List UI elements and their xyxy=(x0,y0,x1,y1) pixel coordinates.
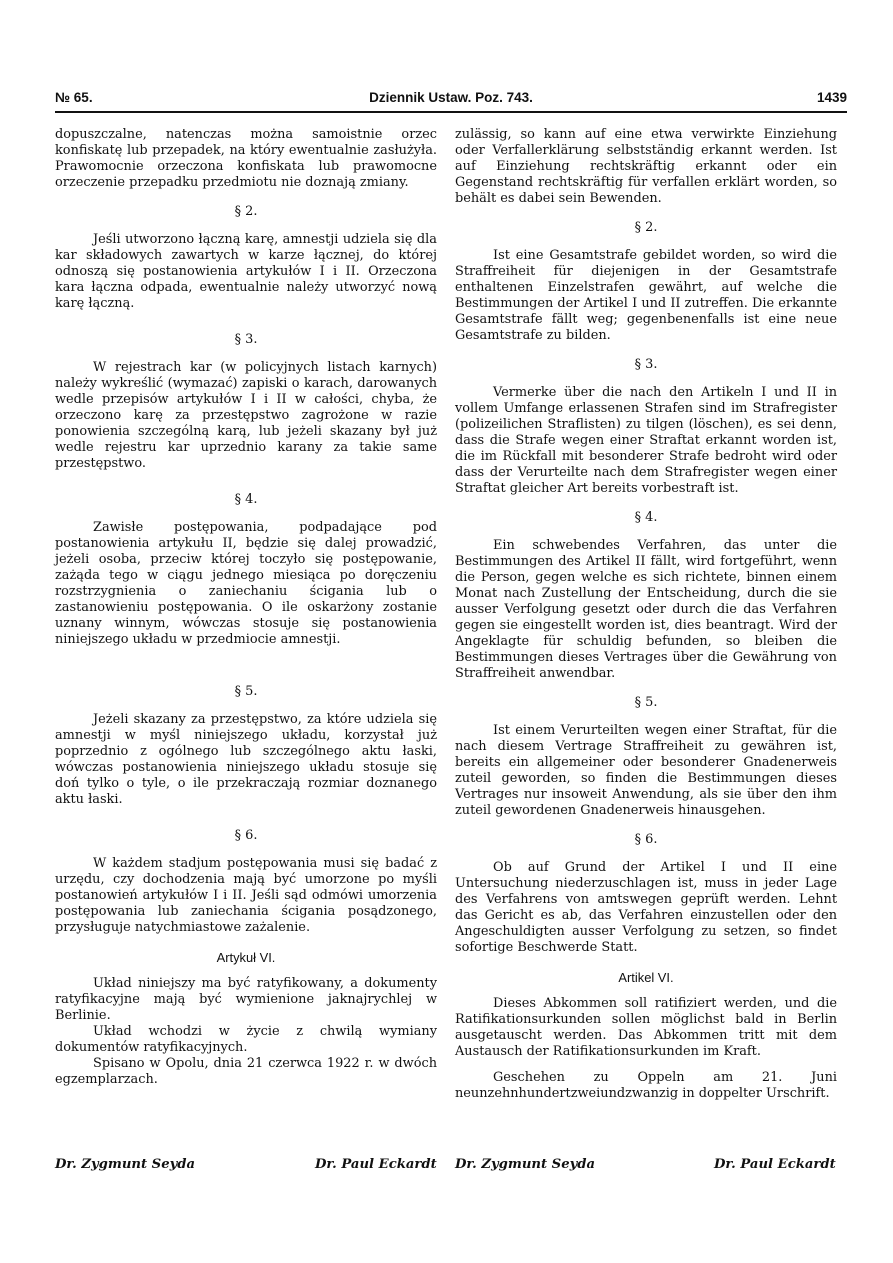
pl-article-6-para-1: Układ niniejszy ma być ratyfikowany, a dokumenty ratyfikacyjne mają być wymienione jaknajrychlej w Berlinie. xyxy=(55,976,437,1023)
pl-section-6-title: § 6. xyxy=(234,828,258,843)
de-section-2-title: § 2. xyxy=(634,220,658,235)
pl-section-5-text: Jeżeli skazany za przestępstwo, za które udziela się amnestji w myśl niniejszego układu, korzystał już poprzednio z ogólnego lub szczególnego aktu łaski, wówczas postanowienia niniejszego układu stosuje się doń tylko o tyle, o ile przekraczają rozmiar doznanego aktu łaski. xyxy=(55,712,437,807)
signature-pl-eckardt: Dr. Paul Eckardt xyxy=(315,1157,437,1172)
de-section-3-title: § 3. xyxy=(634,357,658,372)
de-section-3-text: Vermerke über die nach den Artikeln I und II in vollem Umfange erlassenen Strafen sind im Strafregister (polizeilichen Straflisten) zu tilgen (löschen), es sei denn, dass die Strafe wegen einer Straftat erkannt worden ist, die im Rückfall mit besonderer Strafe bedroht wird oder dass der Verurteilte nach dem Strafregister wegen einer Straftat gleicher Art bereits vorbestraft ist. xyxy=(455,385,837,496)
header-rule xyxy=(55,111,847,113)
pl-section-4-text: Zawisłe postępowania, podpadające pod postanowienia artykułu II, będzie się dalej prowadzić, jeżeli osoba, przeciw której toczyło się postępowanie, zażąda tego w ciągu jednego miesiąca po doręczeniu rozstrzygnienia o zaniechaniu ścigania lub o zastanowieniu postępowania. O ile oskarżony zostanie uznany winnym, wówczas stosuje się postanowienia niniejszego układu w przedmiocie amnestji. xyxy=(55,520,437,647)
signature-pl-seyda: Dr. Zygmunt Seyda xyxy=(55,1157,196,1172)
pl-section-2-title: § 2. xyxy=(234,204,258,219)
de-article-6-title: Artikel VI. xyxy=(618,970,674,985)
de-section-2-text: Ist eine Gesamtstrafe gebildet worden, so wird die Straffreiheit für diejenigen in der Gesamtstrafe enthaltenen Einzelstrafen gewährt, auf welche die Bestimmungen der Artikel I und II zutreffen. Die erkannte Gesamtstrafe fällt weg; gegenbenenfalls ist eine neue Gesamtstrafe zu bilden. xyxy=(455,248,837,343)
signature-de-eckardt: Dr. Paul Eckardt xyxy=(714,1157,836,1172)
de-intro: zulässig, so kann auf eine etwa verwirkte Einziehung oder Verfallerklärung selbstständig erkannt werden. Ist auf Einziehung rechtskräftig erkannt oder ein Gegenstand rechtskräftig für verfallen erklärt worden, so behält es dabei sein Bewenden. xyxy=(455,127,837,206)
page-header xyxy=(55,90,847,110)
german-column xyxy=(455,127,837,1102)
de-section-6-title: § 6. xyxy=(634,832,658,847)
pl-article-6-para-2: Układ wchodzi w życie z chwilą wymiany dokumentów ratyfikacyjnych. xyxy=(55,1024,437,1055)
pl-section-5-title: § 5. xyxy=(234,684,258,699)
de-section-5-title: § 5. xyxy=(634,695,658,710)
de-article-6-para-2: Geschehen zu Oppeln am 21. Juni neunzehnhundertzweiundzwanzig in doppelter Urschrift. xyxy=(455,1070,837,1101)
de-section-4-title: § 4. xyxy=(634,510,658,525)
de-section-4-text: Ein schwebendes Verfahren, das unter die Bestimmungen des Artikel II fällt, wird fortgeführt, wenn die Person, gegen welche es sich richtete, binnen einem Monat nach Zustellung der Entscheidung, durch die sie ausser Verfolgung gesetzt oder durch die das Verfahren gegen sie eingestellt worden ist, dies beantragt. Wird der Angeklagte für schuldig befunden, so bleiben die Bestimmungen dieses Vertrages über die Gewährung von Straffreiheit anwendbar. xyxy=(455,538,837,681)
pl-section-3-title: § 3. xyxy=(234,332,258,347)
pl-intro: dopuszczalne, natenczas można samoistnie orzec konfiskatę lub przepadek, na który ewentualnie zasłużyła. Prawomocnie orzeczona konfiskata lub prawomocne orzeczenie przepadku przedmiotu nie doznają zmiany. xyxy=(55,127,437,190)
issue-number: № 65. xyxy=(55,90,93,105)
pl-article-6-title: Artykuł VI. xyxy=(216,950,276,965)
journal-title: Dziennik Ustaw. Poz. 743. xyxy=(369,90,533,105)
de-article-6-para-1: Dieses Abkommen soll ratifiziert werden, und die Ratifikationsurkunden sollen möglichst bald in Berlin ausgetauscht werden. Das Abkommen tritt mit dem Austausch der Ratifikationsurkunden im Kraft. xyxy=(455,996,837,1059)
page-number: 1439 xyxy=(816,90,847,105)
pl-section-6-text: W każdem stadjum postępowania musi się badać z urzędu, czy dochodzenia mają być umorzone po myśli postanowień artykułów I i II. Jeśli sąd odmówi umorzenia postępowania lub zaniechania ścigania posądzonego, przysługuje natychmiastowe zażalenie. xyxy=(55,856,437,935)
pl-section-4-title: § 4. xyxy=(234,492,258,507)
de-section-6-text: Ob auf Grund der Artikel I und II eine Untersuchung niederzuschlagen ist, muss in jeder Lage des Verfahrens von amtswegen geprüft werden. Lehnt das Gericht es ab, das Verfahren einzustellen oder den Angeschuldigten ausser Verfolgung zu setzen, so findet sofortige Beschwerde Statt. xyxy=(455,860,837,955)
pl-section-2-text: Jeśli utworzono łączną karę, amnestji udziela się dla kar składowych zawartych w karze łącznej, do której odnoszą się postanowienia artykułów I i II. Orzeczona kara łączna odpada, ewentualnie należy utworzyć nową karę łączną. xyxy=(55,232,437,311)
de-section-5-text: Ist einem Verurteilten wegen einer Straftat, für die nach diesem Vertrage Straffreiheit zu gewähren ist, bereits ein allgemeiner oder besonderer Gnadenerweis zuteil geworden, so finden die Bestimmungen dieses Vertrages nur insoweit Anwendung, als sie über den ihm zuteil gewordenen Gnadenerweis hinausgehen. xyxy=(455,723,837,818)
signature-de-seyda: Dr. Zygmunt Seyda xyxy=(455,1157,596,1172)
polish-column xyxy=(55,127,437,1088)
pl-article-6-para-3: Spisano w Opolu, dnia 21 czerwca 1922 r. w dwóch egzemplarzach. xyxy=(55,1056,437,1087)
pl-section-3-text: W rejestrach kar (w policyjnych listach karnych) należy wykreślić (wymazać) zapiski o karach, darowanych wedle przepisów artykułów I i II w całości, chyba, że orzeczono karę za przestępstwo zagrożone w razie ponowienia szczególną karą, lub jeżeli skazany był już wedle rejestru kar uprzednio karany za takie same przestępstwo. xyxy=(55,360,437,471)
